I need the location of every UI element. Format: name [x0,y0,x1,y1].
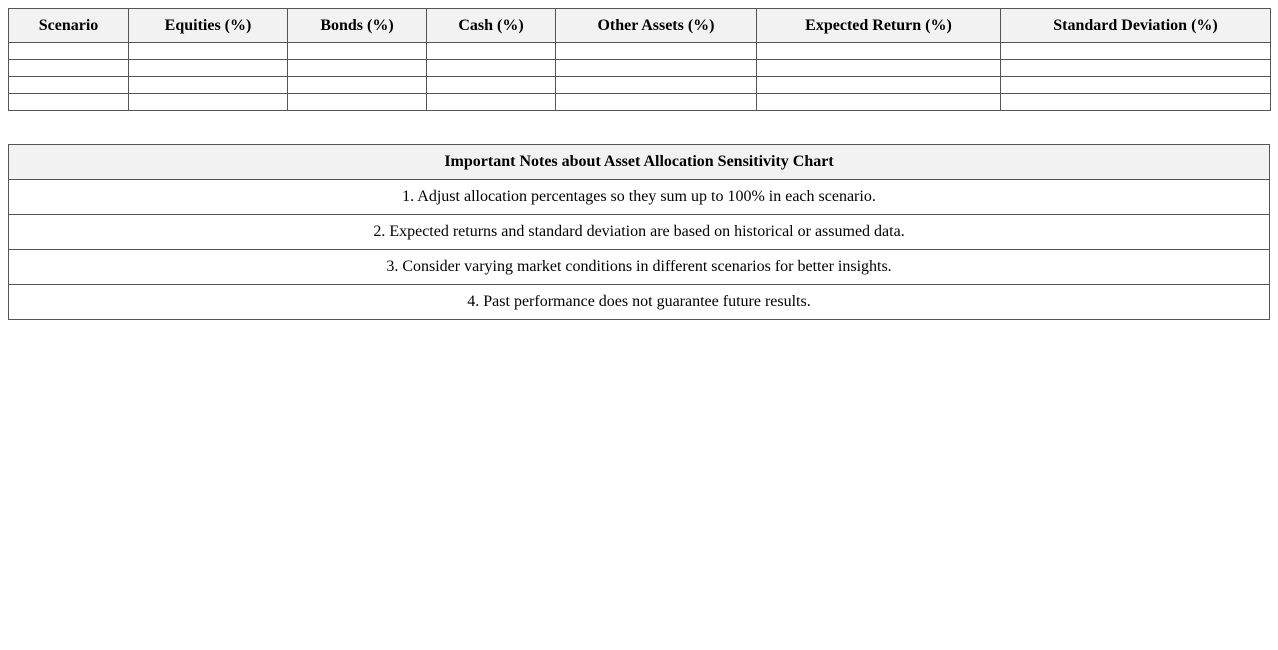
note-row [9,180,1270,215]
notes-table-header [9,145,1270,180]
allocation-table-body [9,43,1271,111]
table-cell-standard-deviation[interactable] [1001,77,1271,94]
header-other-assets: Other Assets (%) [556,9,757,43]
table-cell-expected-return[interactable] [757,94,1001,111]
table-cell-bonds[interactable] [288,43,427,60]
header-expected-return: Expected Return (%) [757,9,1001,43]
allocation-table-header [9,9,1271,43]
notes-table-body [9,180,1270,320]
table-cell-equities[interactable] [129,77,288,94]
note-row [9,250,1270,285]
table-cell-scenario[interactable] [9,43,129,60]
important-notes-table [8,144,1270,320]
header-equities: Equities (%) [129,9,288,43]
table-cell-cash[interactable] [427,94,556,111]
table-row [9,94,1271,111]
note-text: 2. Expected returns and standard deviation are based on historical or assumed data. [9,215,1270,250]
table-row [9,60,1271,77]
header-cash: Cash (%) [427,9,556,43]
table-cell-standard-deviation[interactable] [1001,60,1271,77]
notes-title: Important Notes about Asset Allocation Sensitivity Chart [9,145,1270,180]
note-row [9,215,1270,250]
asset-allocation-table [8,8,1271,111]
table-row [9,77,1271,94]
header-scenario: Scenario [9,9,129,43]
table-cell-other-assets[interactable] [556,43,757,60]
note-text: 3. Consider varying market conditions in different scenarios for better insights. [9,250,1270,285]
note-text: 4. Past performance does not guarantee future results. [9,285,1270,320]
table-cell-other-assets[interactable] [556,94,757,111]
page [8,8,1270,320]
table-cell-cash[interactable] [427,77,556,94]
table-row [9,43,1271,60]
table-cell-standard-deviation[interactable] [1001,94,1271,111]
table-cell-expected-return[interactable] [757,77,1001,94]
table-cell-scenario[interactable] [9,60,129,77]
header-bonds: Bonds (%) [288,9,427,43]
table-cell-equities[interactable] [129,60,288,77]
note-text: 1. Adjust allocation percentages so they sum up to 100% in each scenario. [9,180,1270,215]
table-cell-bonds[interactable] [288,94,427,111]
table-cell-expected-return[interactable] [757,60,1001,77]
notes-header-row [9,145,1270,180]
header-row [9,9,1271,43]
note-row [9,285,1270,320]
header-standard-deviation: Standard Deviation (%) [1001,9,1271,43]
table-cell-other-assets[interactable] [556,60,757,77]
table-cell-equities[interactable] [129,43,288,60]
table-cell-cash[interactable] [427,43,556,60]
table-cell-bonds[interactable] [288,77,427,94]
table-cell-scenario[interactable] [9,77,129,94]
table-cell-equities[interactable] [129,94,288,111]
table-cell-standard-deviation[interactable] [1001,43,1271,60]
table-cell-expected-return[interactable] [757,43,1001,60]
table-cell-other-assets[interactable] [556,77,757,94]
table-cell-scenario[interactable] [9,94,129,111]
table-cell-cash[interactable] [427,60,556,77]
table-cell-bonds[interactable] [288,60,427,77]
